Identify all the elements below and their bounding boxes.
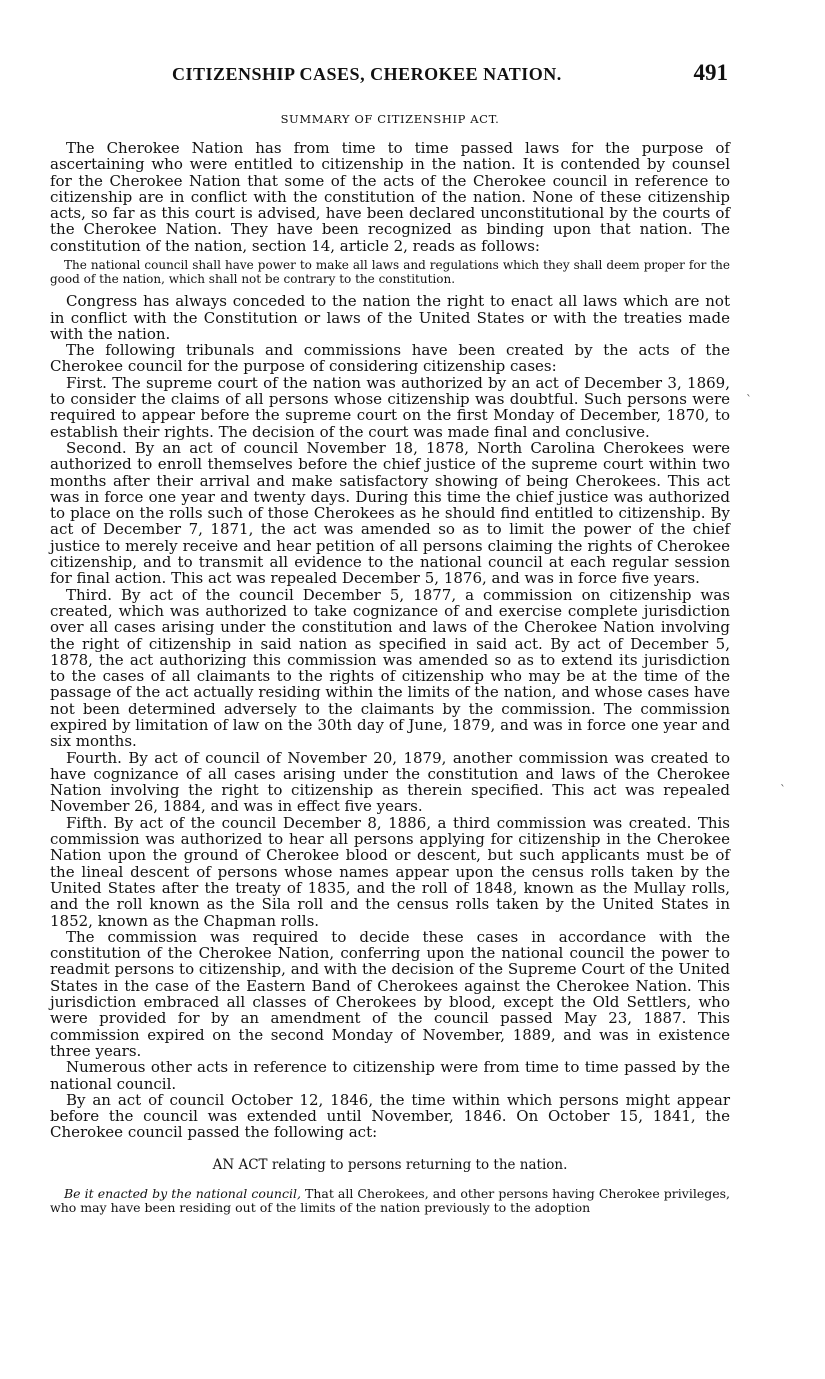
paragraph-first: First. The supreme court of the nation was authorized by an act of December 3, 1869, to consider the claims of all persons whose citizenship was doubtful. Such persons were required to appear before the supreme court on the first Monday of December, 1870, to establish their rights. The decision of the court was made final and conclusive.: [50, 373, 730, 441]
margin-mark: `: [780, 783, 786, 797]
act-text: [50, 1187, 730, 1216]
paragraph-fourth: Fourth. By act of council of November 20, 1879, another commission was created to have cognizance of all cases arising under the constitution and laws of the Cherokee Nation involving the right to citizenship as therein specified. This act was repealed November 26, 1884, and was in effect five years.: [50, 748, 730, 816]
margin-mark: `: [746, 393, 752, 407]
act-body: That all Cherokees, and other persons having Cherokee privileges, who may have been residing out of the limits of the nation previously to the adoption: [50, 1185, 730, 1216]
paragraph-commission: The commission was required to decide these cases in accordance with the constitution of the Cherokee Nation, conferring upon the national council the power to readmit persons to citizenship, and with the decision of the Supreme Court of the United States in the case of the Eastern Band of Cherokees against the Cherokee Nation. This jurisdiction embraced all classes of Cherokees by blood, except the Old Settlers, who were provided for by an amendment of the council passed May 23, 1887. This commission expired on the second Monday of November, 1889, and was in existence three years.: [50, 927, 730, 1060]
running-title: CITIZENSHIP CASES, CHEROKEE NATION.: [172, 64, 562, 84]
running-head: [50, 60, 730, 90]
section-title: SUMMARY OF CITIZENSHIP ACT.: [280, 112, 500, 126]
paragraph-other-acts: Numerous other acts in reference to citizenship were from time to time passed by the national council.: [50, 1058, 730, 1093]
page-number: 491: [693, 60, 728, 85]
paragraph-tribunals: The following tribunals and commissions have been created by the acts of the Cherokee council for the purpose of considering citizenship cases:: [50, 341, 730, 376]
enacting-clause: Be it enacted by the national council,: [64, 1185, 301, 1201]
paragraph-third: Third. By act of the council December 5, 1877, a commission on citizenship was created, which was authorized to take cognizance of and exercise complete jurisdiction over all cases arising under the constitution and laws of the Cherokee Nation involving the right of citizenship in said nation as specified in said act. By act of December 5, 1878, the act authorizing this commission was amended so as to extend its jurisdiction to the cases of all claimants to the rights of citizenship who may be at the time of the passage of the act actually residing within the limits of the nation, and whose cases have not been determined adversely to the claimants by the commission. The commission expired by limitation of law on the 30th day of June, 1879, and was in force one year and six months.: [50, 585, 730, 751]
paragraph-october-act: By an act of council October 12, 1846, the time within which persons might appear before the council was extended until November, 1846. On October 15, 1841, the Cherokee council passed the following act:: [50, 1090, 730, 1142]
paragraph-congress: Congress has always conceded to the nation the right to enact all laws which are not in conflict with the Constitution or laws of the United States or with the treaties made with the nation.: [50, 292, 730, 343]
paragraph-fifth: Fifth. By act of the council December 8, 1886, a third commission was created. This commission was authorized to hear all persons applying for citizenship in the Cherokee Nation upon the ground of Cherokee blood or descent, but such applicants must be of the lineal descent of persons whose names appear upon the census rolls taken by the United States after the treaty of 1835, and the roll of 1848, known as the Mullay rolls, and the roll known as the Sila roll and the census rolls taken by the United States in 1852, known as the Chapman rolls.: [50, 813, 730, 930]
paragraph-intro: The Cherokee Nation has from time to time passed laws for the purpose of ascertaining who were entitled to citizenship in the nation. It is contended by counsel for the Cherokee Nation that some of the acts of the Cherokee council in reference to citizenship are in conflict with the constitution of the nation. None of these citizenship acts, so far as this court is advised, have been declared unconstitutional by the courts of the Cherokee Nation. They have been recognized as binding upon that nation. The constitution of the nation, section 14, article 2, reads as follows:: [50, 139, 730, 255]
act-title: AN ACT relating to persons returning to the nation.: [212, 1156, 568, 1173]
paragraph-second: Second. By an act of council November 18, 1878, North Carolina Cherokees were authorized to enroll themselves before the chief justice of the supreme court within two months after their arrival and make satisfactory showing of being Cherokees. This act was in force one year and twenty days. During this time the chief justice was authorized to place on the rolls such of those Cherokees as he should find entitled to citizenship. By act of December 7, 1871, the act was amended so as to limit the power of the chief justice to merely receive and hear petition of all persons claiming the rights of Cherokee citizenship, and to transmit all evidence to the national council at each regular session for final action. This act was repealed December 5, 1876, and was in force five years.: [50, 438, 730, 588]
constitution-quote: The national council shall have power to make all laws and regulations which they shall deem proper for the good of the nation, which shall not be contrary to the constitution.: [50, 258, 730, 286]
document-page: [50, 60, 730, 1216]
